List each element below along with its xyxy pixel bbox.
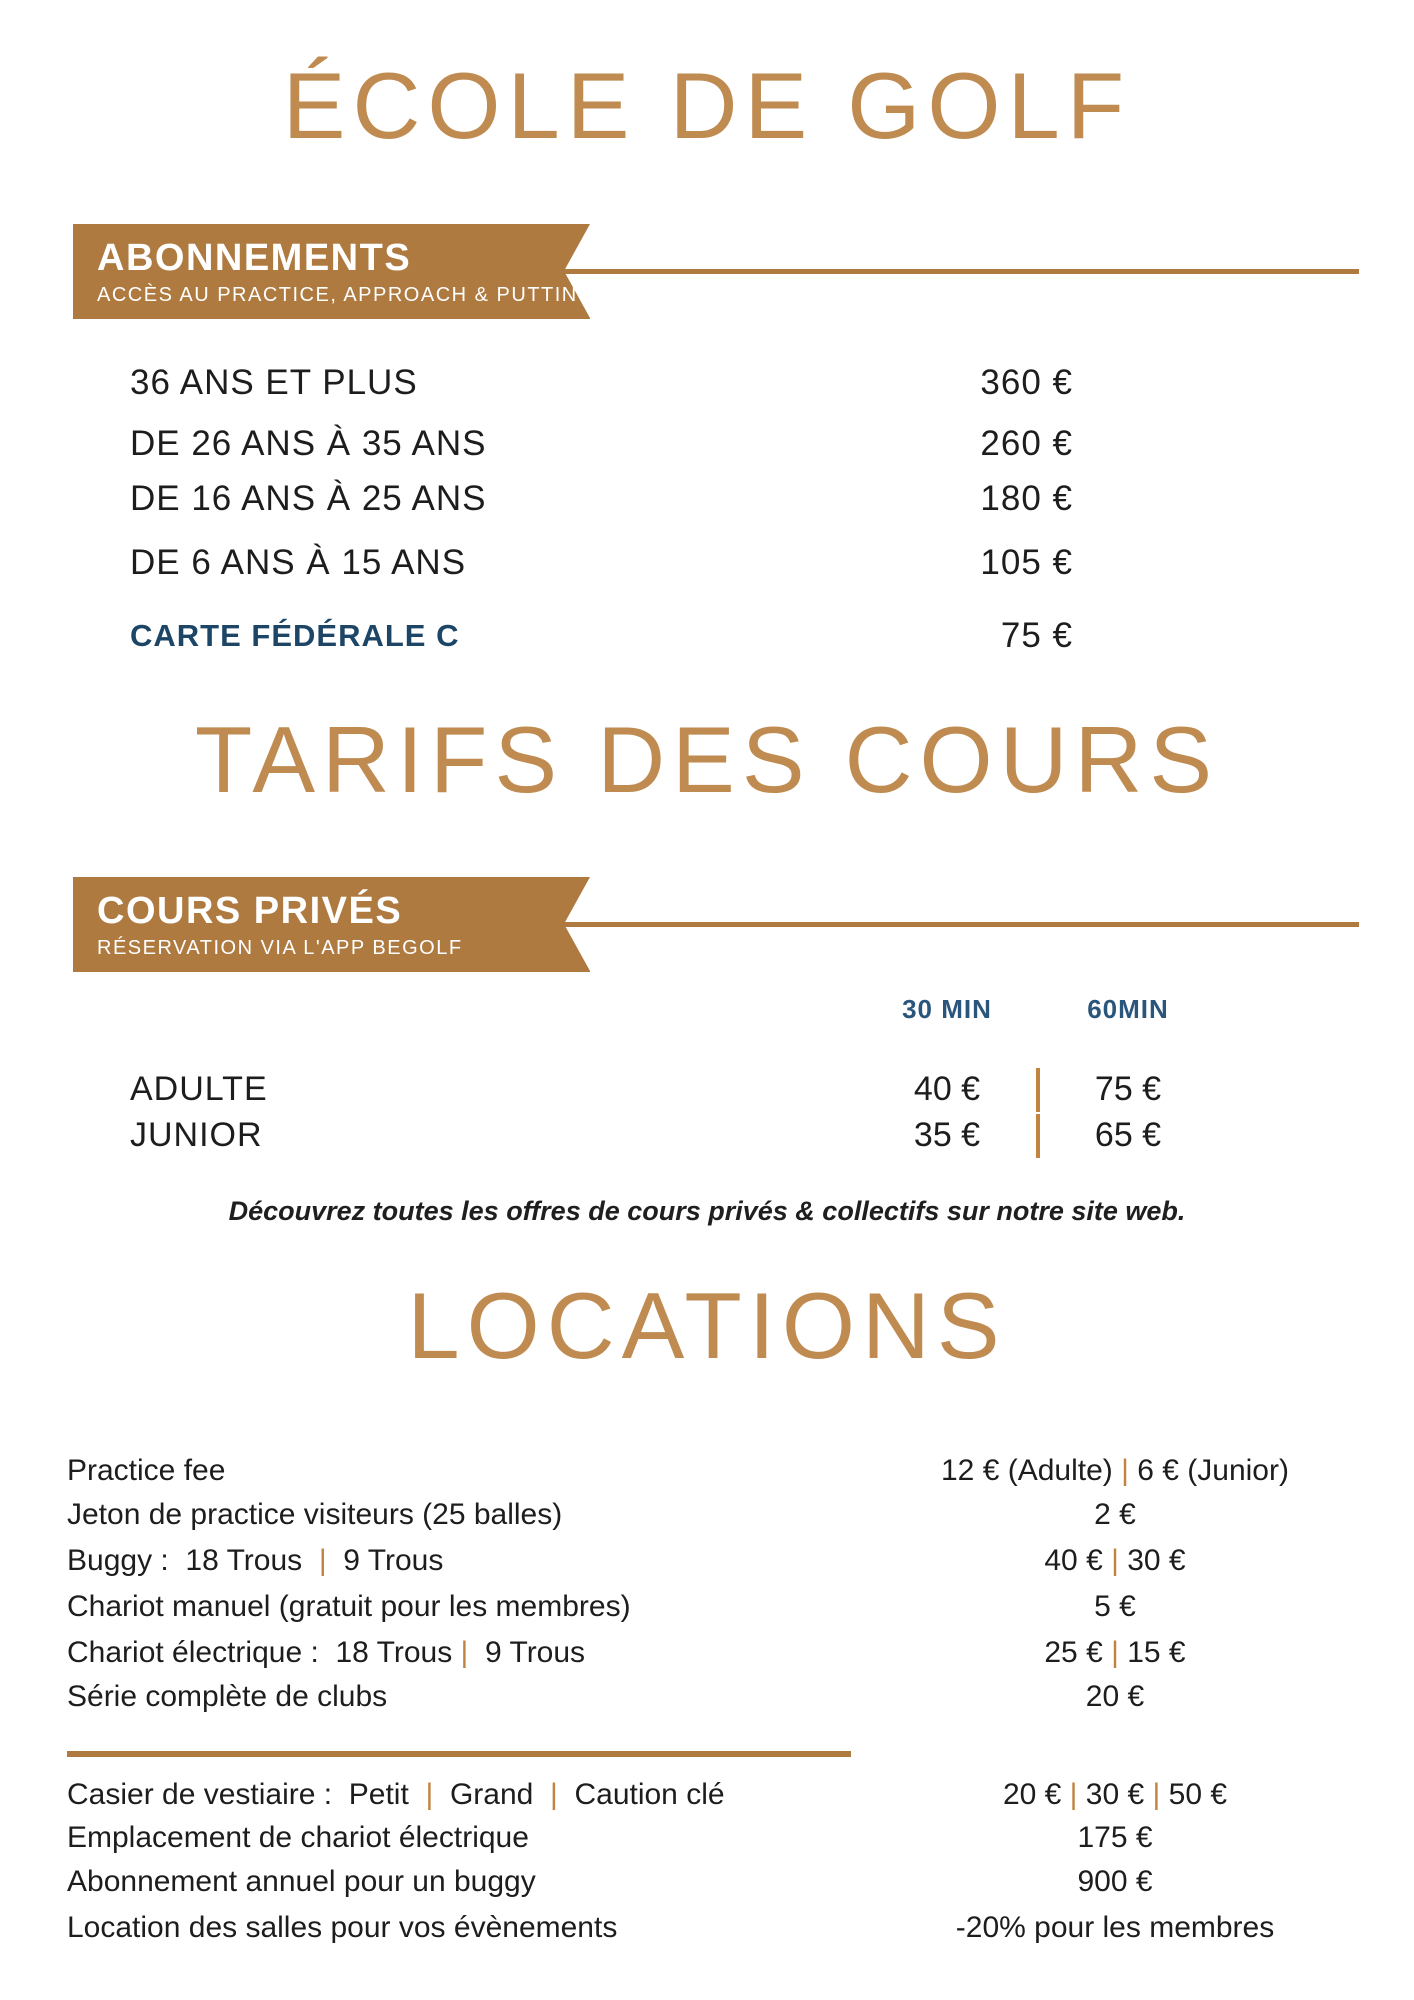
rental-row-label: Emplacement de chariot électrique xyxy=(67,1821,529,1854)
rental-row-value: 900 € xyxy=(1077,1865,1153,1898)
abonnements-banner-title: ABONNEMENTS xyxy=(97,237,412,279)
rental-row xyxy=(0,1452,1414,1490)
rental-row-value: 12 € (Adulte) | 6 € (Junior) xyxy=(941,1454,1289,1487)
price-row-label: DE 6 ANS À 15 ANS xyxy=(130,543,467,582)
price-row-label: 36 ANS ET PLUS xyxy=(130,363,418,402)
rental-row xyxy=(0,1634,1414,1672)
rental-row-label: Jeton de practice visiteurs (25 balles) xyxy=(67,1498,563,1531)
rental-row-label: Casier de vestiaire : Petit | Grand | Caution clé xyxy=(67,1778,725,1811)
rental-row-label: Location des salles pour vos évènements xyxy=(67,1911,618,1944)
lesson-row-label: ADULTE xyxy=(130,1070,268,1108)
cours-prives-banner-title: COURS PRIVÉS xyxy=(97,890,403,932)
lesson-price-60min: 75 € xyxy=(1094,1070,1162,1108)
price-row xyxy=(0,543,1414,583)
rental-row xyxy=(0,1909,1414,1947)
price-row-value: 180 € xyxy=(980,479,1073,518)
rental-row-value: -20% pour les membres xyxy=(955,1911,1275,1944)
cours-prives-rule-line xyxy=(564,922,1359,927)
website-note: Découvrez toutes les offres de cours privés & collectifs sur notre site web. xyxy=(228,1196,1186,1226)
rental-row-label: Abonnement annuel pour un buggy xyxy=(67,1865,536,1898)
lesson-price-30min: 40 € xyxy=(913,1070,981,1108)
price-row-value: 260 € xyxy=(980,424,1073,463)
rental-row-value: 20 € | 30 € | 50 € xyxy=(1002,1778,1228,1811)
lesson-row-label: JUNIOR xyxy=(130,1116,263,1154)
page-title: ÉCOLE DE GOLF xyxy=(282,53,1132,158)
rental-row-value: 25 € | 15 € xyxy=(1044,1636,1186,1669)
lesson-price-30min: 35 € xyxy=(913,1116,981,1154)
price-divider-bar xyxy=(1036,1114,1040,1158)
price-row-carte-federale xyxy=(0,616,1414,656)
rental-row-value: 20 € xyxy=(1085,1680,1145,1713)
locations-section-title: LOCATIONS xyxy=(407,1273,1007,1378)
abonnements-banner-subtitle: ACCÈS AU PRACTICE, APPROACH & PUTTING xyxy=(97,284,595,306)
rental-row xyxy=(0,1863,1414,1901)
rental-row-label: Chariot manuel (gratuit pour les membres) xyxy=(67,1590,631,1623)
price-row xyxy=(0,424,1414,464)
carte-federale-label: CARTE FÉDÉRALE C xyxy=(130,618,460,653)
rental-row xyxy=(0,1496,1414,1534)
rental-row xyxy=(0,1819,1414,1857)
price-divider-bar xyxy=(1036,1068,1040,1112)
rental-row xyxy=(0,1542,1414,1580)
rental-row-label: Practice fee xyxy=(67,1454,226,1487)
cours-prives-banner xyxy=(73,877,590,972)
abonnements-banner xyxy=(73,224,595,319)
rental-row-label: Chariot électrique : 18 Trous | 9 Trous xyxy=(67,1636,586,1669)
cours-prives-banner-subtitle: RÉSERVATION VIA L'APP BEGOLF xyxy=(97,937,463,959)
column-header-30min: 30 MIN xyxy=(902,994,992,1024)
lesson-price-row xyxy=(0,1114,1414,1156)
rental-row xyxy=(0,1678,1414,1716)
rental-row-label: Série complète de clubs xyxy=(67,1680,388,1713)
rental-row-value: 40 € | 30 € xyxy=(1044,1544,1186,1577)
rental-row-label: Buggy : 18 Trous | 9 Trous xyxy=(67,1544,444,1577)
price-row-label: DE 26 ANS À 35 ANS xyxy=(130,424,487,463)
locations-divider-line xyxy=(67,1751,851,1757)
column-header-60min: 60MIN xyxy=(1087,994,1169,1024)
carte-federale-value: 75 € xyxy=(1000,616,1073,655)
rental-row-value: 175 € xyxy=(1077,1821,1153,1854)
rental-row-value: 2 € xyxy=(1094,1498,1136,1531)
price-row xyxy=(0,363,1414,403)
price-row-label: DE 16 ANS À 25 ANS xyxy=(130,479,487,518)
price-row-value: 360 € xyxy=(980,363,1073,402)
price-row-value: 105 € xyxy=(980,543,1073,582)
lesson-price-row xyxy=(0,1068,1414,1110)
tarifs-section-title: TARIFS DES COURS xyxy=(194,707,1220,812)
price-row xyxy=(0,479,1414,519)
abonnements-rule-line xyxy=(564,269,1359,274)
rental-row xyxy=(0,1776,1414,1814)
rental-row xyxy=(0,1588,1414,1626)
lesson-price-60min: 65 € xyxy=(1094,1116,1162,1154)
rental-row-value: 5 € xyxy=(1094,1590,1136,1623)
